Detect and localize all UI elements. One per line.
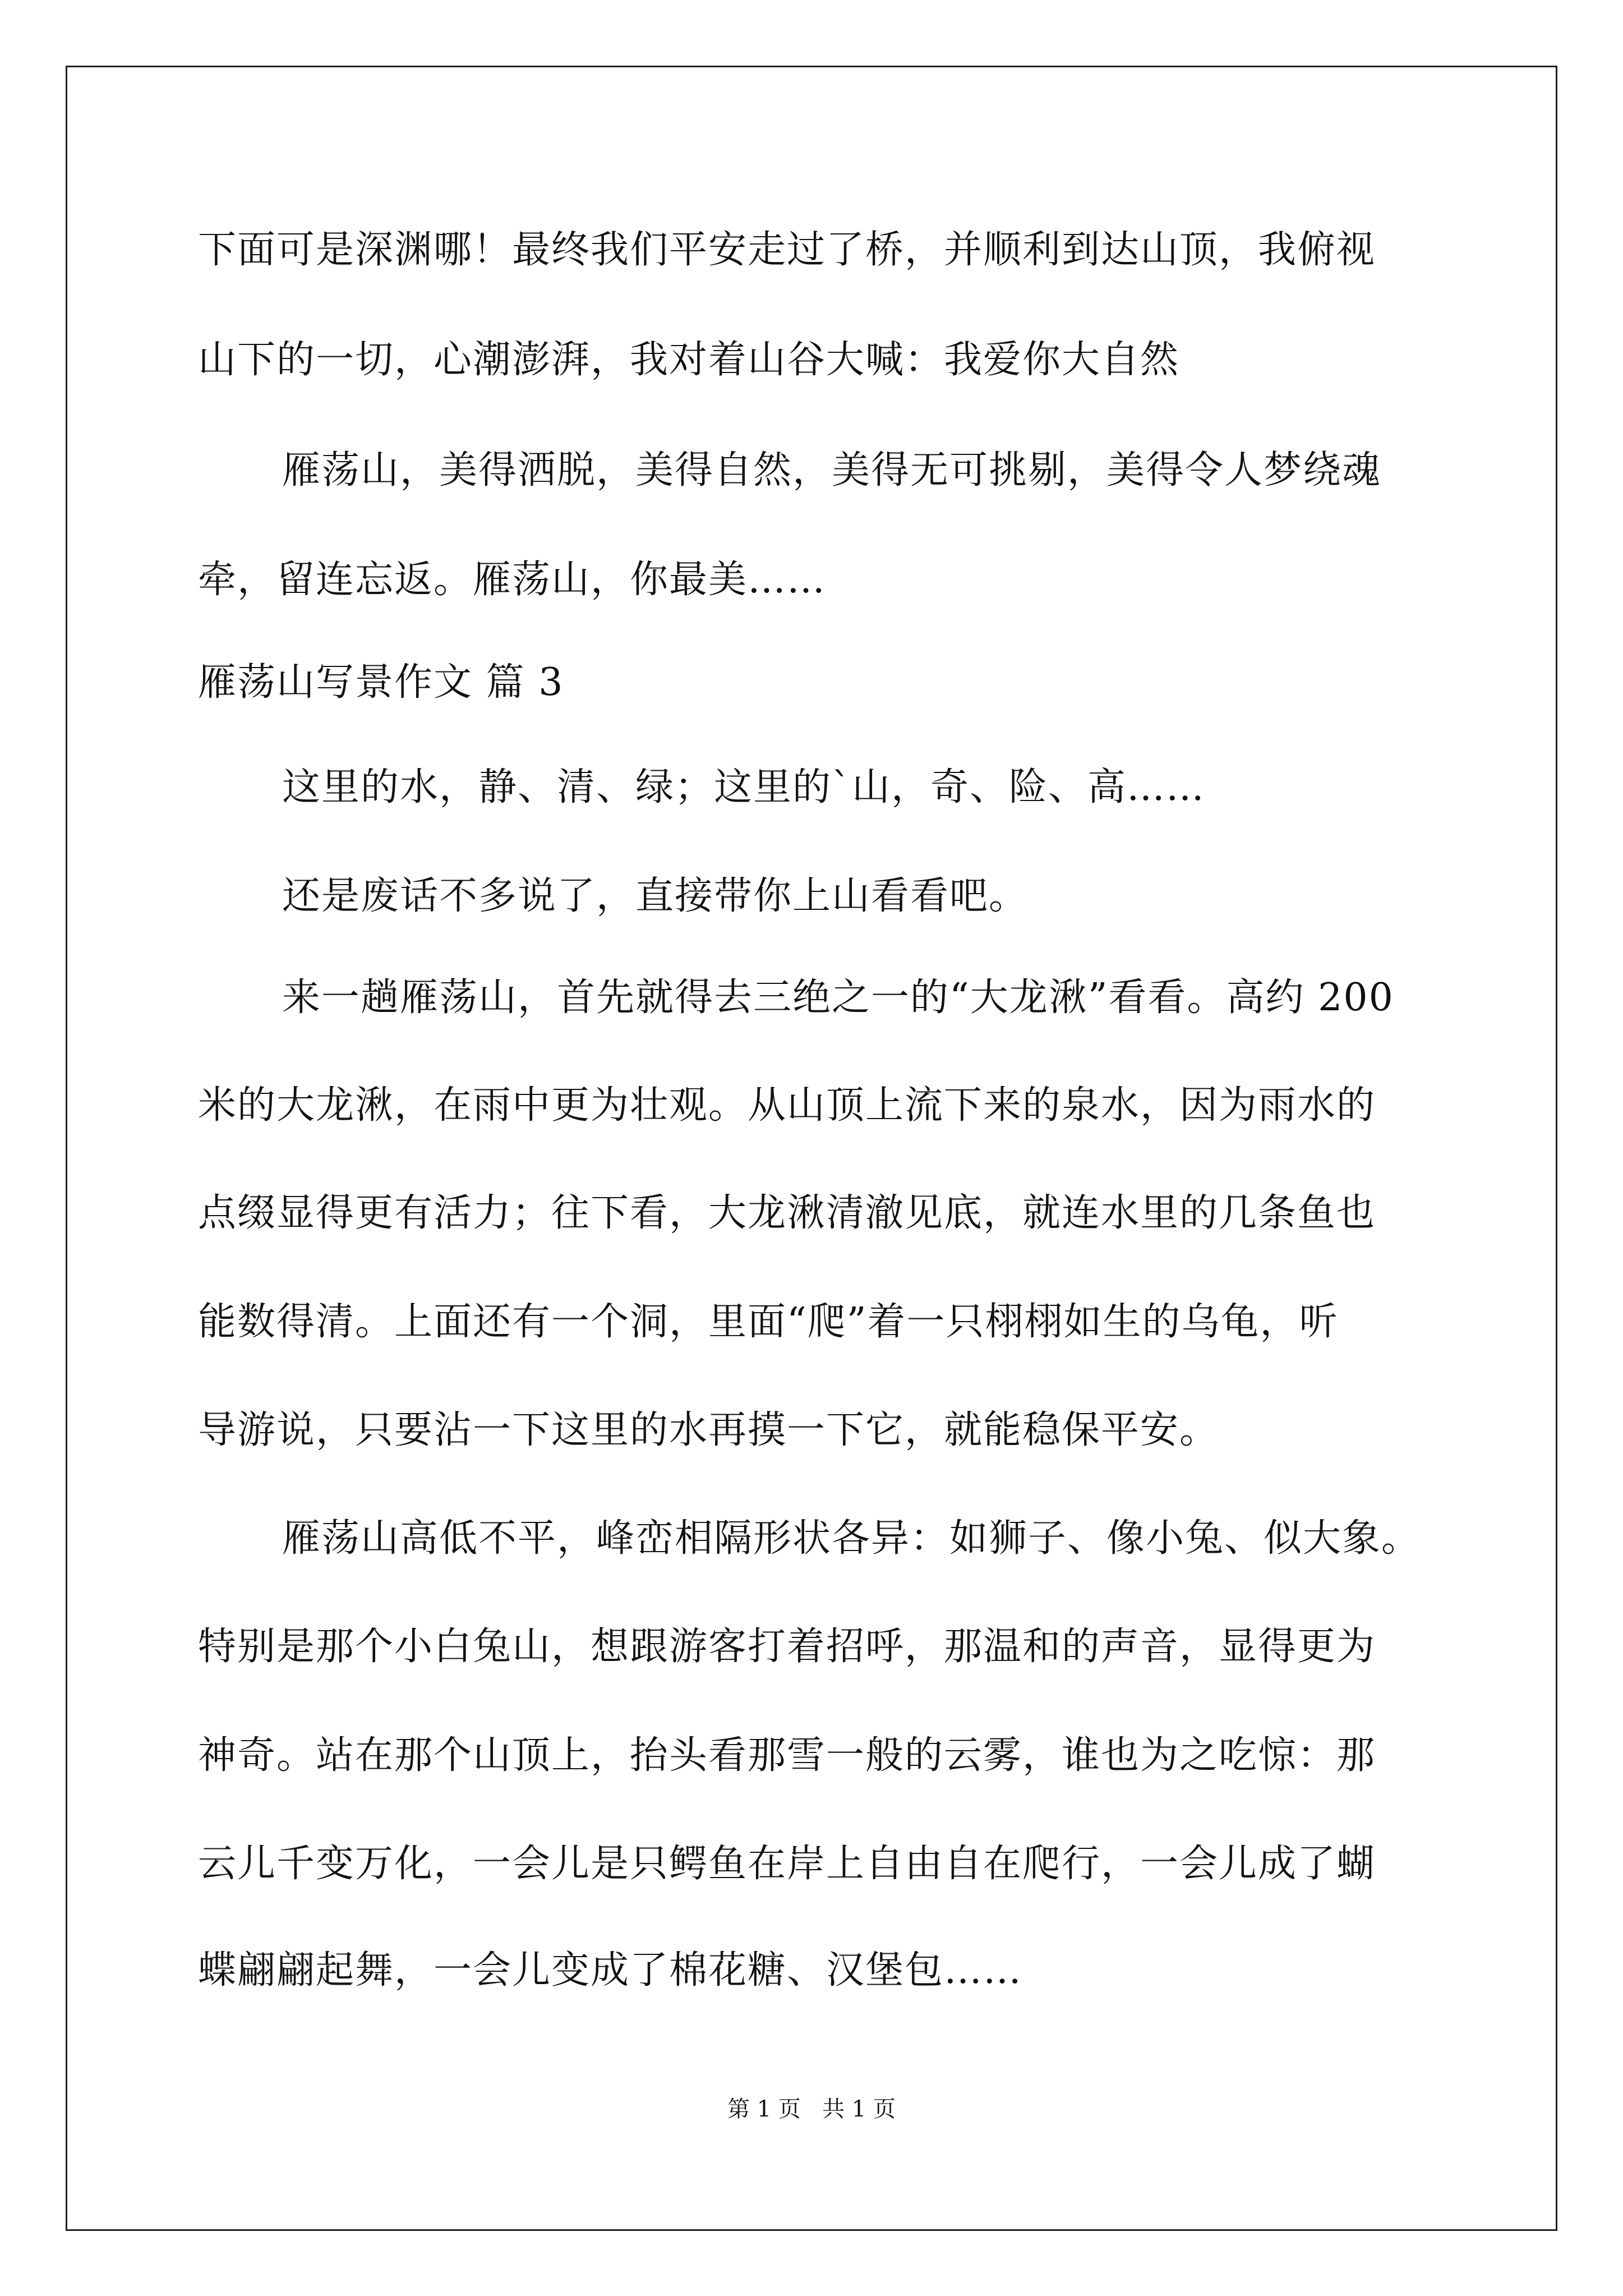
text-line: 神奇。站在那个山顶上，抬头看那雪一般的云雾，谁也为之吃惊：那	[198, 1733, 1376, 1778]
paragraph-start: 这里的水，静、清、绿；这里的`山，奇、险、高……	[282, 765, 1206, 809]
text-line: 特别是那个小白兔山，想跟游客打着招呼，那温和的声音，显得更为	[198, 1625, 1376, 1669]
text-line: 下面可是深渊哪！最终我们平安走过了桥，并顺利到达山顶，我俯视	[198, 228, 1376, 272]
page-number-footer: 第 1 页 共 1 页	[727, 2096, 896, 2122]
text-line: 云儿千变万化，一会儿是只鳄鱼在岸上自由自在爬行，一会儿成了蝴	[198, 1842, 1376, 1886]
paragraph-start: 来一趟雁荡山，首先就得去三绝之一的“大龙湫”看看。高约 200	[282, 976, 1394, 1020]
paragraph-start: 雁荡山，美得洒脱，美得自然，美得无可挑剔，美得令人梦绕魂	[282, 448, 1382, 493]
section-heading: 雁荡山写景作文 篇 3	[198, 660, 564, 705]
paragraph-start: 还是废话不多说了，直接带你上山看看吧。	[282, 874, 1029, 918]
paragraph-start: 雁荡山高低不平，峰峦相隔形状各异：如狮子、像小兔、似大象。	[282, 1516, 1421, 1561]
text-line: 牵，留连忘返。雁荡山，你最美……	[198, 558, 827, 602]
text-line: 米的大龙湫，在雨中更为壮观。从山顶上流下来的泉水，因为雨水的	[198, 1083, 1376, 1128]
text-line: 山下的一切，心潮澎湃，我对着山谷大喊：我爱你大自然	[198, 338, 1180, 382]
text-line: 导游说，只要沾一下这里的水再摸一下它，就能稳保平安。	[198, 1408, 1219, 1452]
page-border	[66, 66, 1557, 2231]
text-line: 点缀显得更有活力；往下看，大龙湫清澈见底，就连水里的几条鱼也	[198, 1191, 1376, 1235]
text-line: 蝶翩翩起舞，一会儿变成了棉花糖、汉堡包……	[198, 1948, 1023, 1993]
text-line: 能数得清。上面还有一个洞，里面“爬”着一只栩栩如生的乌龟，听	[198, 1300, 1339, 1344]
